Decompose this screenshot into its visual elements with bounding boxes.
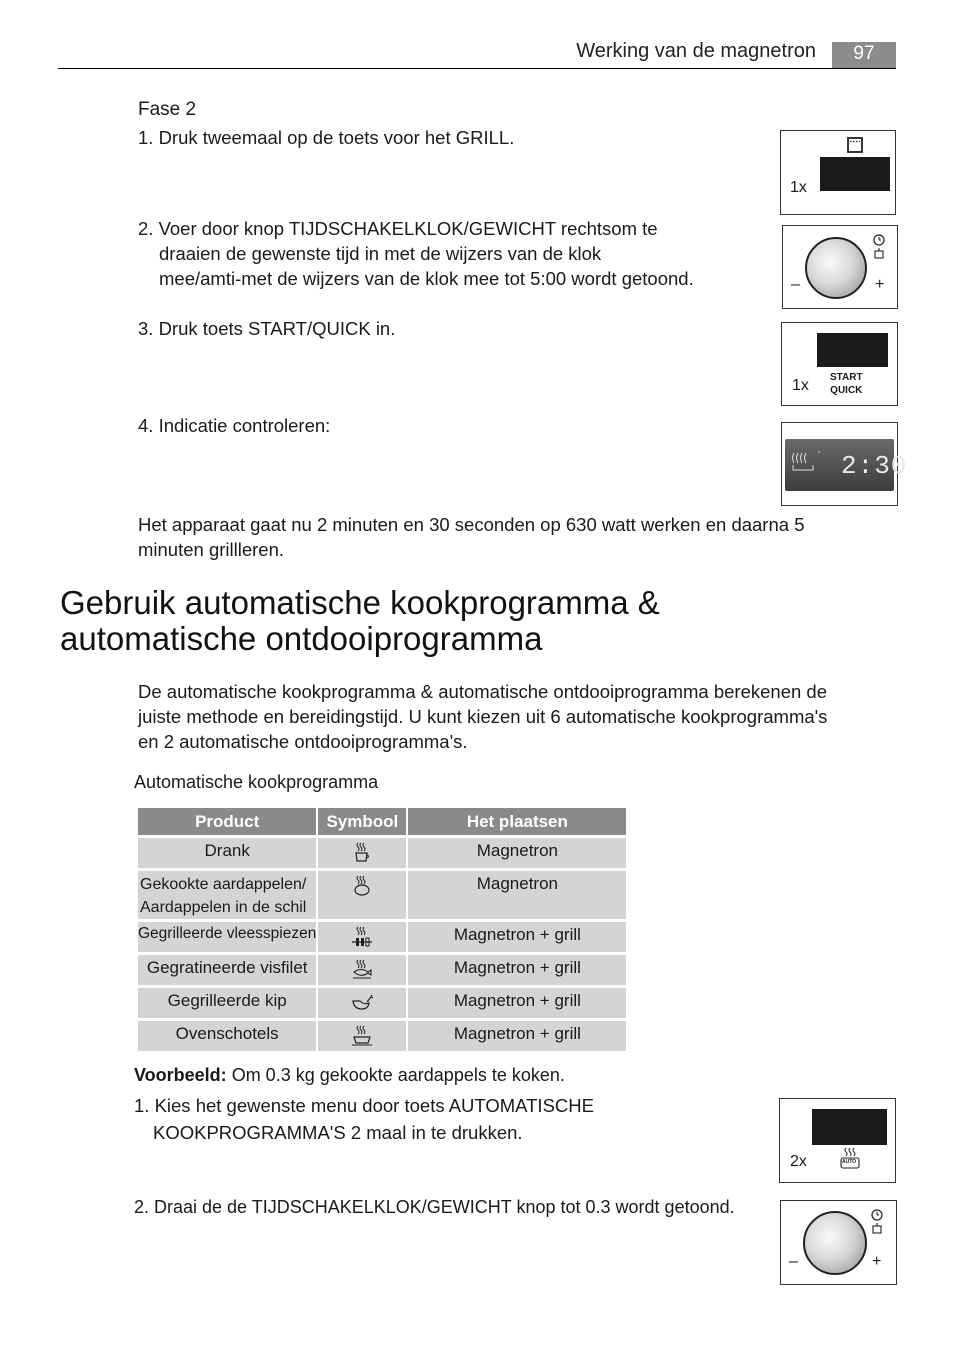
column-header-product: Product [138,808,318,838]
timer-weight-knob[interactable] [803,1211,867,1275]
subheading: Automatische kookprogramma [134,772,379,792]
product-cell [138,871,318,922]
product-line: Aardappelen in de schil [140,899,307,916]
microwave-waves-icon [790,449,820,480]
display-screen [785,439,908,491]
product-cell: Gegratineerde visfilet [138,955,318,988]
table-row [138,838,628,871]
table-row [138,1021,628,1054]
start-label: START [830,372,863,383]
table-row [138,955,628,988]
section-title-line-2: automatische ontdooiprogramma [60,620,543,657]
table-row [138,988,628,1021]
product-cell: Drank [138,838,318,871]
placement-cell: Magnetron + grill [408,1021,628,1054]
product-line: Gekookte aardappelen/ [140,876,307,893]
phase-step-2-line-2: draaien de gewenste tijd in met de wijzers van de klok [159,243,602,264]
result-line-1: Het apparaat gaat nu 2 minuten en 30 seconden op 630 watt werken en daarna 5 [138,514,805,535]
casserole-icon [318,1021,408,1054]
column-header-placement: Het plaatsen [408,808,628,838]
section-title-line-1: Gebruik automatische kookprogramma & [60,584,660,621]
timer-weight-knob-panel [780,1200,897,1285]
timer-weight-knob[interactable] [805,237,867,299]
header-title: Werking van de magnetron [576,40,816,62]
phase-step-2-line-3: mee/amti-met de wijzers van de klok mee tot 5:00 wordt getoond. [159,268,694,289]
start-quick-button[interactable] [817,333,888,367]
example-text: Om 0.3 kg gekookte aardappels te koken. [231,1065,565,1085]
knob-minus-label: – [789,1253,798,1270]
press-count: 1x [790,179,807,196]
example-step-1-line-1: 1. Kies het gewenste menu door toets AUTOMATISCHE [134,1095,594,1116]
knob-plus-label: + [875,276,885,293]
grill-oven-icon [847,137,861,151]
section-title [60,585,860,657]
phase-step-1: 1. Druk tweemaal op de toets voor het GRILL. [138,127,515,148]
auto-cook-button[interactable] [812,1109,887,1145]
press-count: 1x [792,377,809,394]
skewer-icon [318,922,408,955]
product-cell: Gegrilleerde kip [138,988,318,1021]
cooking-programs-table [138,808,628,1054]
drink-icon [318,838,408,871]
clock-icon [872,233,886,266]
press-count: 2x [790,1153,807,1170]
placement-cell: Magnetron + grill [408,988,628,1021]
placement-cell: Magnetron [408,838,628,871]
auto-program-panel [779,1098,896,1183]
phase-step-2-line-1: 2. Voer door knop TIJDSCHAKELKLOK/GEWICHT rechtsom te [138,218,658,239]
auto-label: AUTO [842,1159,857,1165]
phase-step-4: 4. Indicatie controleren: [138,415,331,436]
intro-line-3: en 2 automatische ontdooiprogramma's. [138,731,468,752]
start-quick-label [830,371,863,397]
quick-label: QUICK [830,385,863,396]
grill-button-panel [780,130,896,215]
knob-minus-label: – [791,276,800,293]
phase-step-3: 3. Druk toets START/QUICK in. [138,318,396,339]
example-step-2: 2. Draai de de TIJDSCHAKELKLOK/GEWICHT knop tot 0.3 wordt getoond. [134,1197,735,1217]
header-divider [58,68,896,69]
potato-icon [318,871,408,922]
product-cell: Gegrilleerde vleesspiezen [138,922,318,955]
display-panel [781,422,908,506]
clock-icon [870,1208,884,1241]
placement-cell: Magnetron [408,871,628,922]
timer-weight-knob-panel [782,225,898,309]
start-button-panel [781,322,898,406]
example-label: Voorbeeld: [134,1065,227,1085]
phase-heading: Fase 2 [138,99,197,120]
knob-plus-label: + [872,1253,882,1270]
table-header-row [138,808,628,838]
column-header-symbol: Symbool [318,808,408,838]
intro-line-1: De automatische kookprogramma & automatische ontdooiprogramma berekenen de [138,681,827,702]
placement-cell: Magnetron + grill [408,922,628,955]
page-number: 97 [832,42,896,68]
table-row [138,922,628,955]
example-line [134,1063,565,1088]
display-time: 2:30 [841,451,908,481]
table-row [138,871,628,922]
chicken-icon [318,988,408,1021]
intro-line-2: juiste methode en bereidingstijd. U kunt kiezen uit 6 automatische kookprogramma's [138,706,828,727]
placement-cell: Magnetron + grill [408,955,628,988]
grill-button[interactable] [820,157,890,191]
product-cell: Ovenschotels [138,1021,318,1054]
example-step-1-line-2: KOOKPROGRAMMA'S 2 maal in te drukken. [153,1122,523,1143]
result-line-2: minuten grillleren. [138,539,285,560]
fish-icon [318,955,408,988]
